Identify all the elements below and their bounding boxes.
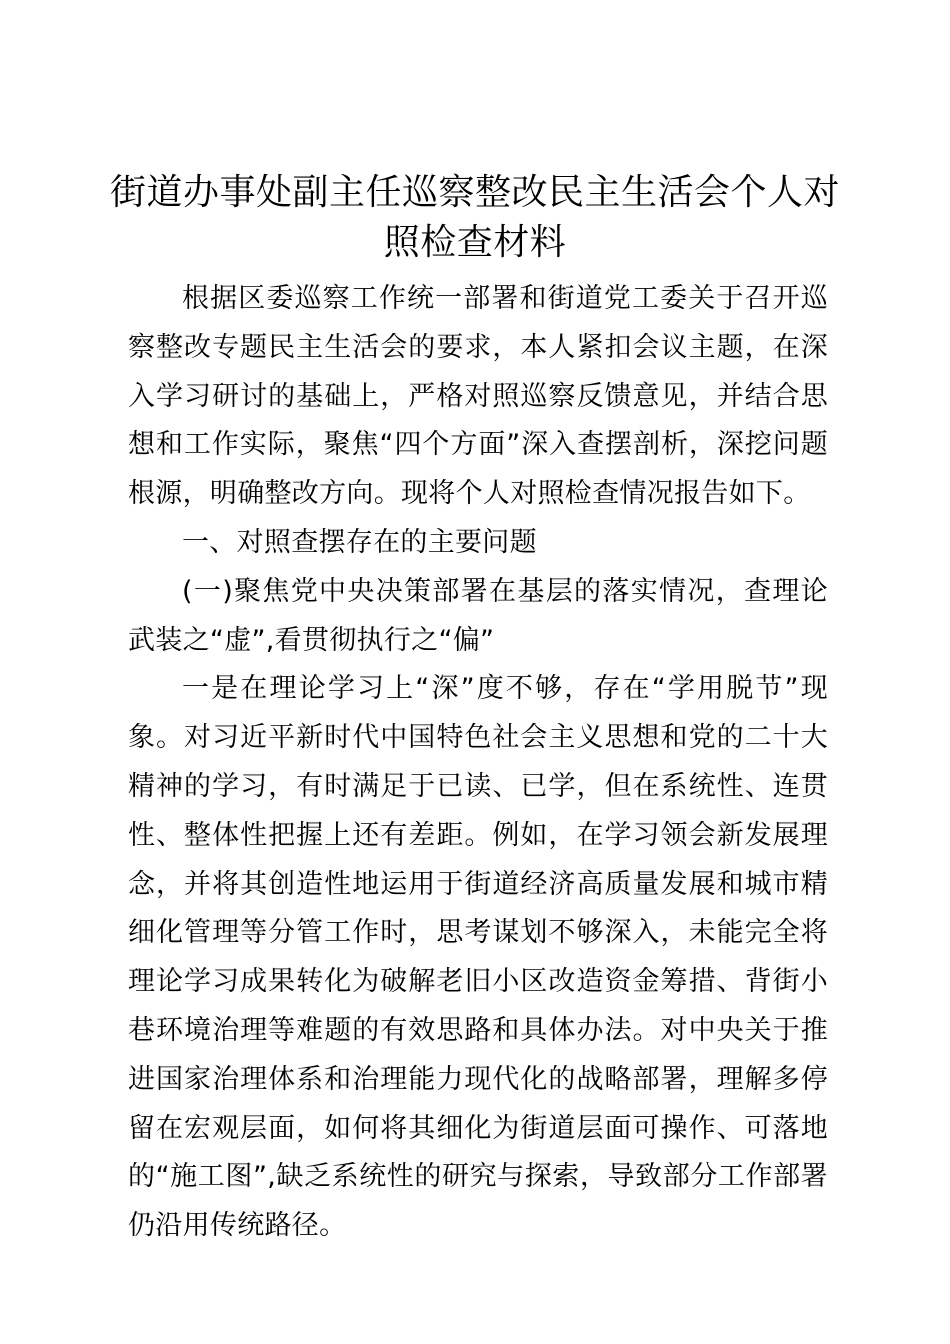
subsection-heading: (一)聚焦党中央决策部署在基层的落实情况，查理论武装之“虚”,看贯彻执行之“偏” [128,575,828,656]
section-heading: 一、对照查摆存在的主要问题 [182,526,537,558]
body-paragraph: 一是在理论学习上“深”度不够，存在“学用脱节”现象。对习近平新时代中国特色社会主义思想和党的二十大精神的学习，有时满足于已读、已学，但在系统性、连贯性、整体性把握上还有差距。例如，在学习领会新发展理念，并将其创造性地运用于街道经济高质量发展和城市精细化管理等分管工作时，思考谋划不够深入，未能完全将理论学习成果转化为破解老旧小区改造资金筹措、背街小巷环境治理等难题的有效思路和具体办法。对中央关于推进国家治理体系和治理能力现代化的战略部署，理解多停留在宏观层面，如何将其细化为街道层面可操作、可落地的“施工图”,缺乏系统性的研究与探索，导致部分工作部署仍沿用传统路径。 [128,673,828,1242]
document-title: 街道办事处副主任巡察整改民主生活会个人对照检查材料 [110,172,841,263]
intro-paragraph: 根据区委巡察工作统一部署和街道党工委关于召开巡察整改专题民主生活会的要求，本人紧扣会议主题，在深入学习研讨的基础上，严格对照巡察反馈意见，并结合思想和工作实际，聚焦“四个方面”深入查摆剖析，深挖问题根源，明确整改方向。现将个人对照检查情况报告如下。 [128,283,828,510]
document-body [128,275,828,1251]
